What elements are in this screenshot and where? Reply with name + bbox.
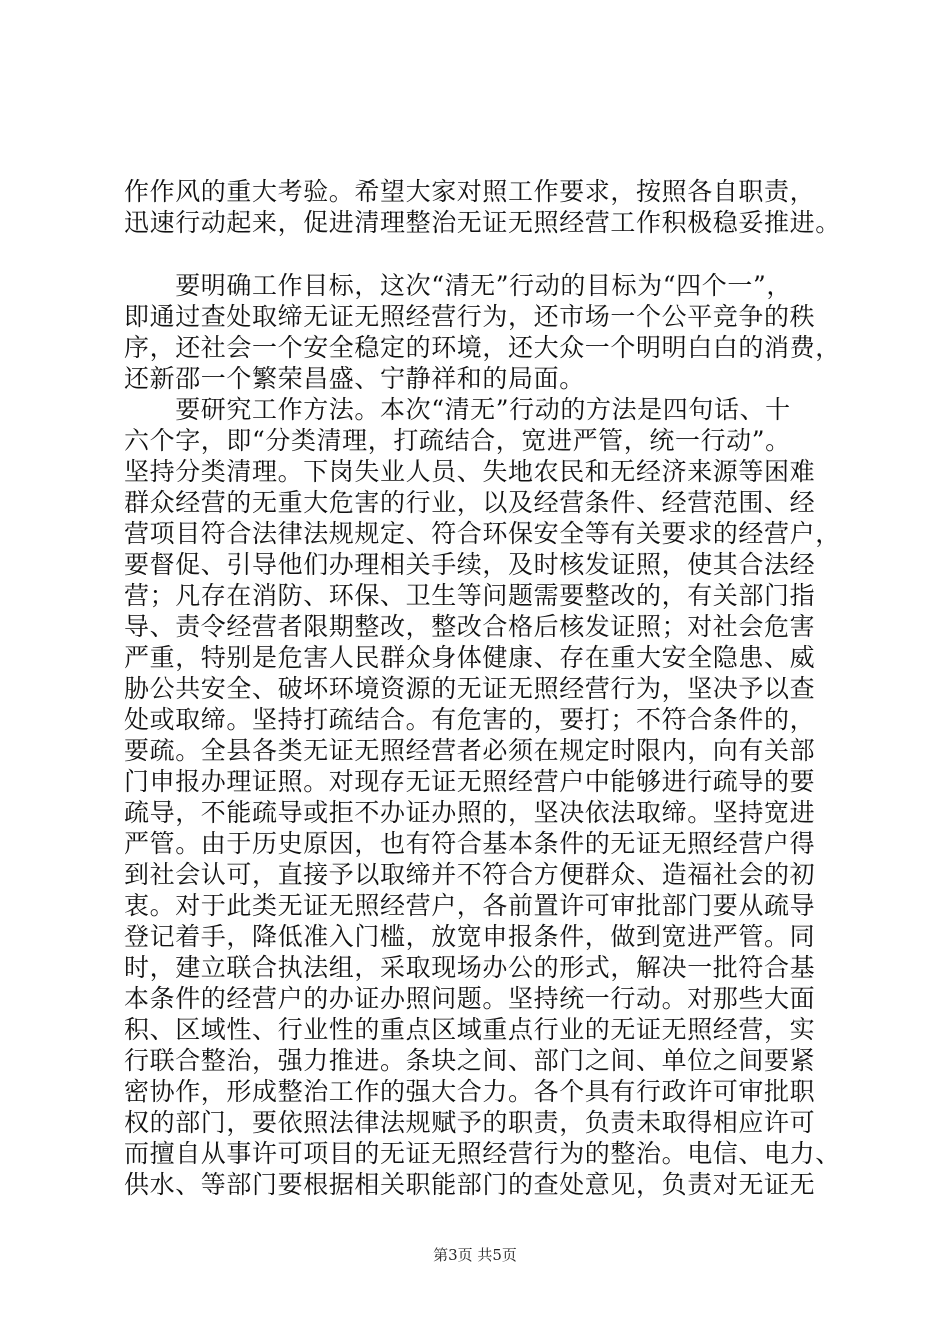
text-line: 要督促、引导他们办理相关手续，及时核发证照，使其合法经	[124, 550, 816, 579]
text-line: 行联合整治，强力推进。条块之间、部门之间、单位之间要紧	[124, 1046, 816, 1075]
text-line: 胁公共安全、破坏环境资源的无证无照经营行为，坚决予以查	[124, 674, 816, 703]
text-line: 要研究工作方法。本次“清无”行动的方法是四句话、十	[124, 395, 791, 424]
text-line: 衷。对于此类无证无照经营户，各前置许可审批部门要从疏导	[124, 891, 816, 920]
text-line: 门申报办理证照。对现存无证无照经营户中能够进行疏导的要	[124, 767, 816, 796]
text-line: 要疏。全县各类无证无照经营者必须在规定时限内，向有关部	[124, 736, 816, 765]
text-line: 即通过查处取缔无证无照经营行为，还市场一个公平竞争的秩	[124, 302, 816, 331]
text-line: 处或取缔。坚持打疏结合。有危害的，要打；不符合条件的，	[124, 705, 816, 734]
page-number-footer: 第3页 共5页	[433, 1246, 517, 1264]
text-line: 而擅自从事许可项目的无证无照经营行为的整治。电信、电力、	[124, 1139, 841, 1168]
text-line: 积、区域性、行业性的重点区域重点行业的无证无照经营，实	[124, 1015, 816, 1044]
text-line: 作作风的重大考验。希望大家对照工作要求，按照各自职责，	[124, 177, 816, 206]
text-line: 时，建立联合执法组，采取现场办公的形式，解决一批符合基	[124, 953, 816, 982]
text-line: 还新邵一个繁荣昌盛、宁静祥和的局面。	[124, 364, 585, 393]
text-line: 六个字，即“分类清理，打疏结合，宽进严管，统一行动”。	[124, 426, 791, 455]
text-line: 严管。由于历史原因，也有符合基本条件的无证无照经营户得	[124, 829, 816, 858]
text-line: 到社会认可，直接予以取缔并不符合方便群众、造福社会的初	[124, 860, 816, 889]
text-line: 疏导，不能疏导或拒不办证办照的，坚决依法取缔。坚持宽进	[124, 798, 816, 827]
text-line: 严重，特别是危害人民群众身体健康、存在重大安全隐患、威	[124, 643, 816, 672]
text-line: 要明确工作目标，这次“清无”行动的目标为“四个一”，	[124, 271, 792, 300]
text-line: 营项目符合法律法规规定、符合环保安全等有关要求的经营户，	[124, 519, 841, 548]
text-line: 序，还社会一个安全稳定的环境，还大众一个明明白白的消费，	[124, 333, 841, 362]
text-line: 本条件的经营户的办证办照问题。坚持统一行动。对那些大面	[124, 984, 816, 1013]
text-line: 导、责令经营者限期整改，整改合格后核发证照；对社会危害	[124, 612, 816, 641]
text-line: 密协作，形成整治工作的强大合力。各个具有行政许可审批职	[124, 1077, 816, 1106]
text-line: 登记着手，降低准入门槛，放宽申报条件，做到宽进严管。同	[124, 922, 816, 951]
text-line: 权的部门，要依照法律法规赋予的职责，负责未取得相应许可	[124, 1108, 816, 1137]
text-line: 坚持分类清理。下岗失业人员、失地农民和无经济来源等困难	[124, 457, 816, 486]
text-line: 营；凡存在消防、环保、卫生等问题需要整改的，有关部门指	[124, 581, 816, 610]
text-line: 群众经营的无重大危害的行业，以及经营条件、经营范围、经	[124, 488, 816, 517]
text-line: 迅速行动起来，促进清理整治无证无照经营工作积极稳妥推进。	[124, 208, 841, 237]
text-line: 供水、等部门要根据相关职能部门的查处意见，负责对无证无	[124, 1170, 816, 1199]
